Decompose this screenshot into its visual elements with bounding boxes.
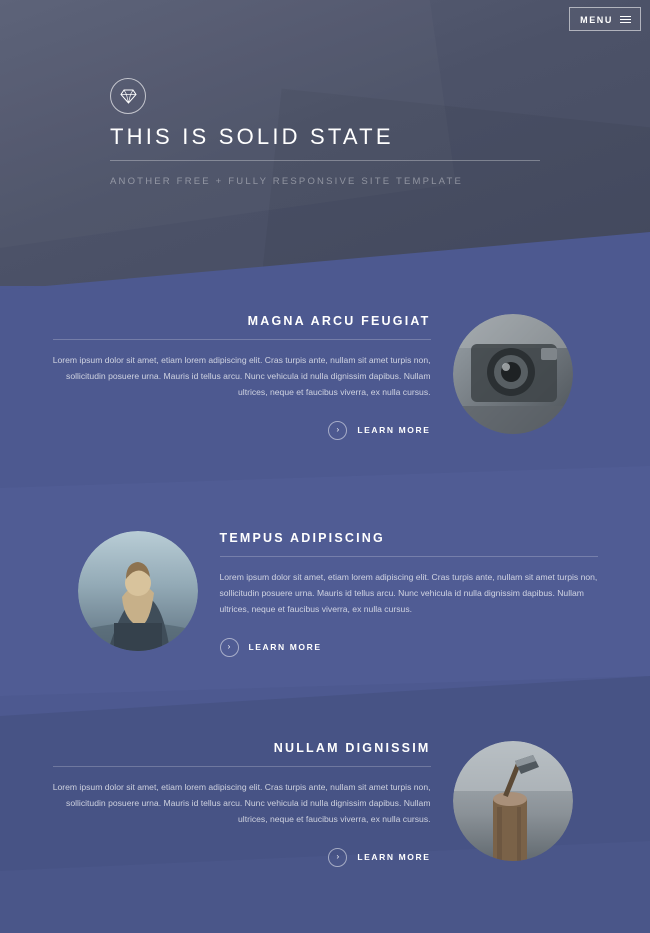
page-subtitle: ANOTHER FREE + FULLY RESPONSIVE SITE TEMPLATE bbox=[110, 176, 464, 187]
section-body: Lorem ipsum dolor sit amet, etiam lorem adipiscing elit. Cras turpis ante, nullam sit amet turpis non, sollicitudin posuere urna. Mauris id tellus arcu. Nunc vehicula id nulla dignissim dapibus. Nullam ultrices, neque et faucibus viverra, ex nulla cursus. bbox=[52, 782, 431, 824]
hamburger-icon bbox=[620, 14, 631, 25]
page-title: THIS IS SOLID STATE bbox=[110, 124, 394, 149]
chevron-right-icon: › bbox=[328, 848, 347, 867]
content-section-3 bbox=[0, 741, 650, 867]
learn-more-button[interactable] bbox=[328, 848, 430, 867]
learn-more-label: LEARN MORE bbox=[357, 852, 431, 863]
chevron-right-icon: › bbox=[328, 421, 347, 440]
main-content bbox=[0, 286, 650, 933]
section-title: TEMPUS ADIPISCING bbox=[219, 531, 385, 545]
diamond-icon bbox=[110, 78, 146, 114]
learn-more-label: LEARN MORE bbox=[248, 642, 322, 653]
learn-more-button[interactable] bbox=[328, 421, 430, 440]
section-divider bbox=[53, 339, 431, 340]
learn-more-button[interactable] bbox=[220, 638, 322, 657]
section-title: NULLAM DIGNISSIM bbox=[273, 741, 431, 755]
section-title: MAGNA ARCU FEUGIAT bbox=[247, 314, 431, 328]
content-section-1 bbox=[0, 314, 650, 440]
section-body: Lorem ipsum dolor sit amet, etiam lorem adipiscing elit. Cras turpis ante, nullam sit amet turpis non, sollicitudin posuere urna. Mauris id tellus arcu. Nunc vehicula id nulla dignissim dapibus. Nullam ultrices, neque et faucibus viverra, ex nulla cursus. bbox=[219, 572, 598, 614]
menu-button[interactable] bbox=[569, 7, 641, 31]
vintage-camera-photo bbox=[453, 314, 573, 434]
section-divider bbox=[53, 766, 431, 767]
title-divider bbox=[110, 160, 540, 161]
axe-in-log-photo bbox=[453, 741, 573, 861]
chevron-right-icon: › bbox=[220, 638, 239, 657]
section-divider bbox=[220, 556, 598, 557]
section-body: Lorem ipsum dolor sit amet, etiam lorem adipiscing elit. Cras turpis ante, nullam sit amet turpis non, sollicitudin posuere urna. Mauris id tellus arcu. Nunc vehicula id nulla dignissim dapibus. Nullam ultrices, neque et faucibus viverra, ex nulla cursus. bbox=[52, 355, 431, 397]
person-looking-at-sky-photo bbox=[78, 531, 198, 651]
content-section-2 bbox=[0, 531, 650, 657]
learn-more-label: LEARN MORE bbox=[357, 425, 431, 436]
menu-button-label: MENU bbox=[580, 14, 613, 25]
